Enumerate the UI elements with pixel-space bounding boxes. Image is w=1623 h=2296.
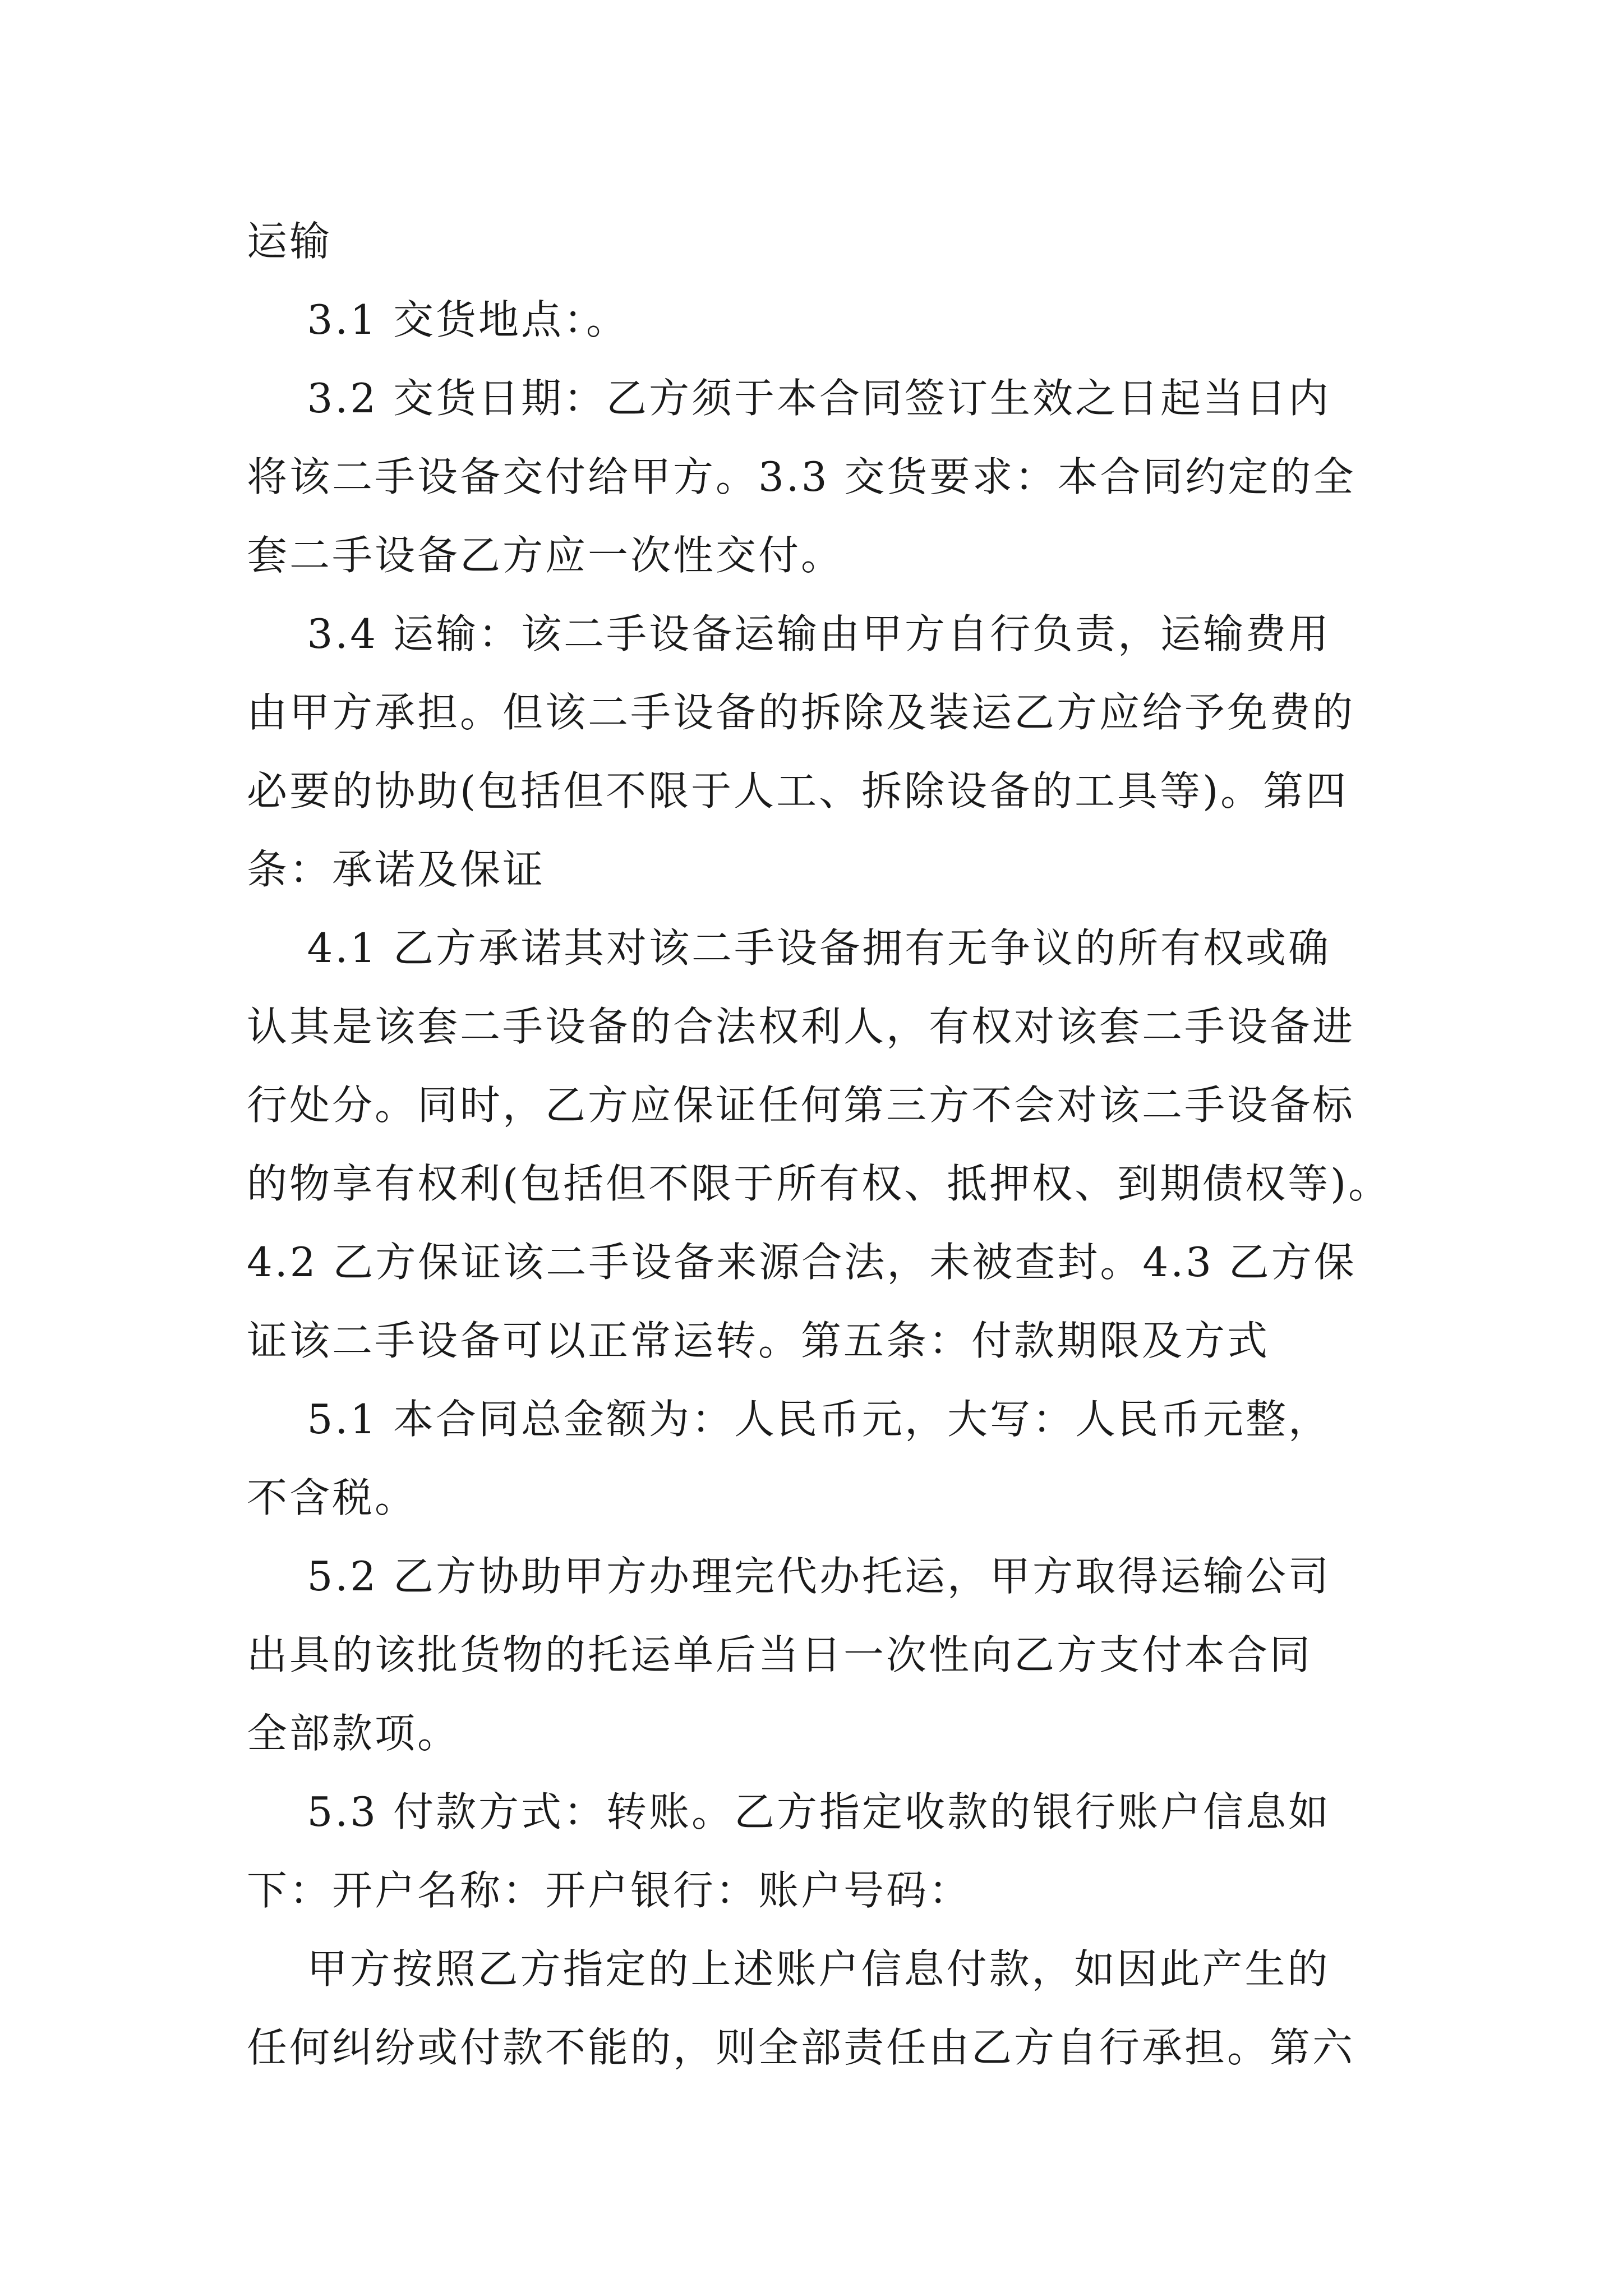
text-line: 出具的该批货物的托运单后当日一次性向乙方支付本合同 [247, 1631, 1313, 1678]
text-line: 由甲方承担。但该二手设备的拆除及装运乙方应给予免费的 [247, 689, 1355, 736]
text-line: 套二手设备乙方应一次性交付。 [247, 532, 844, 579]
text-line: 将该二手设备交付给甲方。3.3 交货要求：本合同约定的全 [247, 453, 1356, 500]
text-line: 下：开户名称：开户银行：账户号码： [247, 1867, 972, 1914]
text-line: 运输 [247, 218, 333, 265]
text-line: 任何纠纷或付款不能的，则全部责任由乙方自行承担。第六 [247, 2024, 1355, 2071]
text-line: 3.4 运输：该二手设备运输由甲方自行负责，运输费用 [247, 610, 1331, 657]
text-line: 行处分。同时，乙方应保证任何第三方不会对该二手设备标 [247, 1082, 1355, 1129]
text-line: 必要的协助(包括但不限于人工、拆除设备的工具等)。第四 [247, 767, 1349, 815]
document-body [247, 202, 1453, 2087]
text-line: 5.1 本合同总金额为：人民币元，大写：人民币元整， [247, 1396, 1331, 1443]
text-line: 不含税。 [247, 1474, 418, 1521]
text-line: 认其是该套二手设备的合法权利人，有权对该套二手设备进 [247, 1003, 1355, 1050]
text-line: 的物享有权利(包括但不限于所有权、抵押权、到期债权等)。 [247, 1160, 1391, 1207]
text-line: 5.3 付款方式：转账。乙方指定收款的银行账户信息如 [247, 1788, 1331, 1835]
text-line: 条：承诺及保证 [247, 846, 546, 893]
text-line: 4.2 乙方保证该二手设备来源合法，未被查封。4.3 乙方保 [247, 1239, 1357, 1286]
text-line: 甲方按照乙方指定的上述账户信息付款，如因此产生的 [247, 1945, 1330, 1993]
text-line: 3.1 交货地点：。 [247, 296, 629, 343]
text-line: 全部款项。 [247, 1710, 460, 1757]
text-line: 3.2 交货日期：乙方须于本合同签订生效之日起当日内 [247, 375, 1331, 422]
text-line: 5.2 乙方协助甲方办理完代办托运，甲方取得运输公司 [247, 1553, 1331, 1600]
text-line: 4.1 乙方承诺其对该二手设备拥有无争议的所有权或确 [247, 924, 1331, 972]
text-line: 证该二手设备可以正常运转。第五条：付款期限及方式 [247, 1317, 1270, 1364]
